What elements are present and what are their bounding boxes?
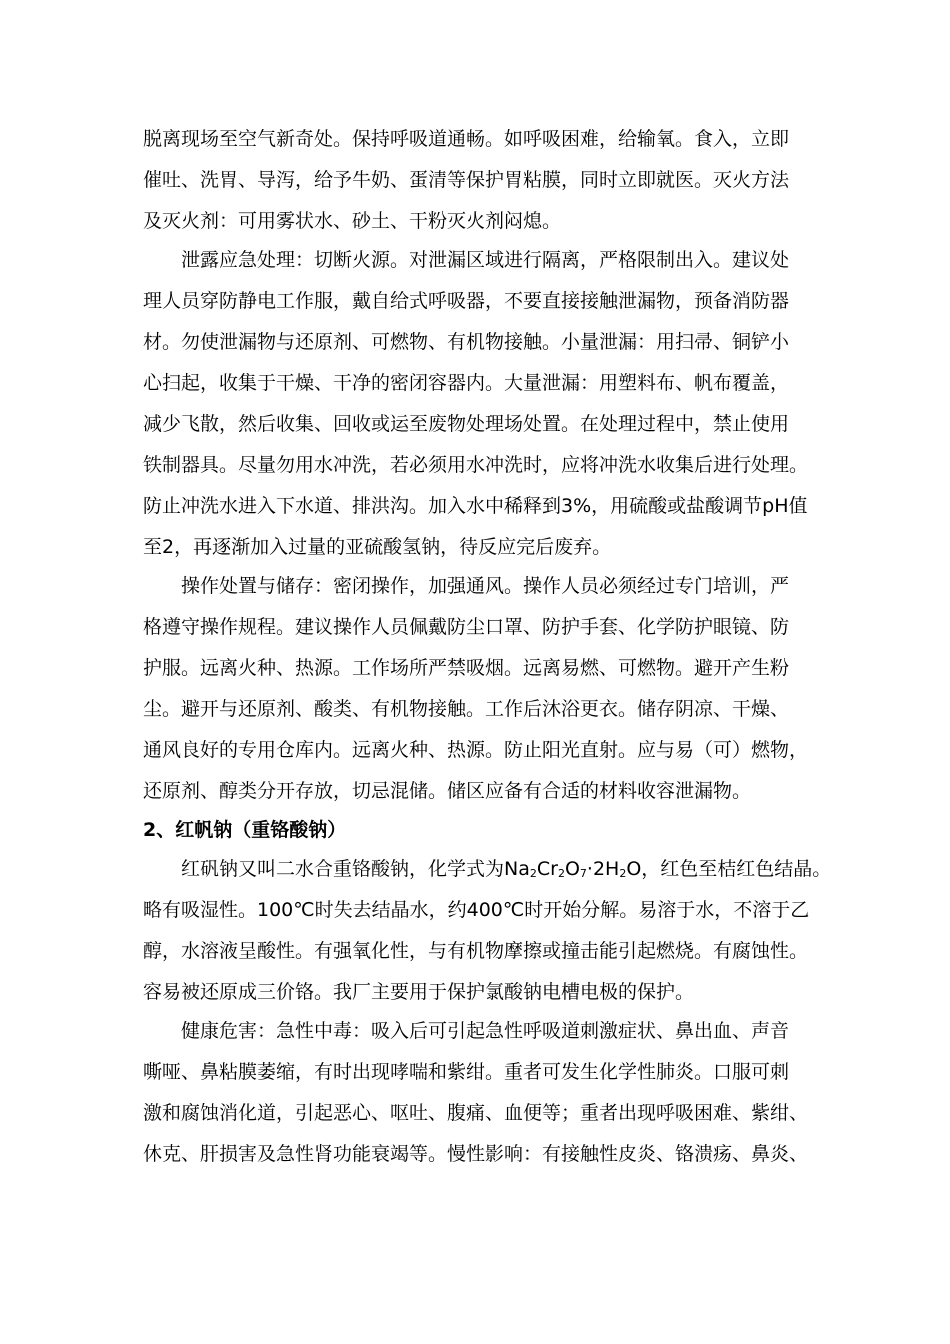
formula-text: O: [626, 858, 642, 880]
formula-line: [181, 857, 831, 886]
paragraph-line: 略有吸湿性。100℃时失去结晶水，约400℃时开始分解。易溶于水，不溶于乙: [143, 899, 810, 921]
paragraph-line: 操作处置与储存：密闭操作，加强通风。操作人员必须经过专门培训，严: [181, 575, 790, 597]
paragraph-line: 健康危害：急性中毒：吸入后可引起急性呼吸道刺激症状、鼻出血、声音: [181, 1020, 790, 1042]
paragraph-line: 理人员穿防静电工作服，戴自给式呼吸器，不要直接接触泄漏物，预备消防器: [143, 290, 790, 312]
paragraph-line: 泄露应急处理：切断火源。对泄漏区域进行隔离，严格限制出入。建议处: [181, 249, 790, 271]
paragraph-line: 嘶哑、鼻粘膜萎缩，有时出现哮喘和紫绀。重者可发生化学性肺炎。口服可刺: [143, 1061, 790, 1083]
paragraph-line: 容易被还原成三价铬。我厂主要用于保护氯酸钠电槽电极的保护。: [143, 981, 695, 1003]
paragraph-line: 防止冲洗水进入下水道、排洪沟。加入水中稀释到3%，用硫酸或盐酸调节pH值: [143, 495, 808, 517]
paragraph-line: 至2，再逐渐加入过量的亚硫酸氢钠，待反应完后废弃。: [143, 536, 612, 558]
subscript: 2: [529, 867, 537, 880]
formula-text: 红矾钠又叫二水合重铬酸钠，化学式为Na: [181, 858, 530, 880]
paragraph-line: 格遵守操作规程。建议操作人员佩戴防尘口罩、防护手套、化学防护眼镜、防: [143, 616, 790, 638]
formula-text: O: [564, 858, 580, 880]
paragraph-line: 心扫起，收集于干燥、干净的密闭容器内。大量泄漏：用塑料布、帆布覆盖，: [143, 372, 790, 394]
subscript: 7: [579, 867, 587, 880]
paragraph-line: 脱离现场至空气新奇处。保持呼吸道通畅。如呼吸困难，给输氧。食入，立即: [143, 128, 790, 150]
paragraph-line: 还原剂、醇类分开存放，切忌混储。储区应备有合适的材料收容泄漏物。: [143, 780, 752, 802]
subscript: 2: [557, 867, 565, 880]
formula-text: ，红色至桔红色结晶。: [641, 858, 832, 880]
formula-text: Cr: [536, 858, 558, 880]
paragraph-line: 尘。避开与还原剂、酸类、有机物接触。工作后沐浴更衣。储存阴凉、干燥、: [143, 698, 790, 720]
paragraph-line: 铁制器具。尽量勿用水冲洗，若必须用水冲洗时，应将冲洗水收集后进行处理。: [143, 454, 809, 476]
paragraph-line: 护服。远离火种、热源。工作场所严禁吸烟。远离易燃、可燃物。避开产生粉: [143, 657, 790, 679]
paragraph-line: 催吐、洗胃、导泻，给予牛奶、蛋清等保护胃粘膜，同时立即就医。灭火方法: [143, 169, 790, 191]
section-heading: 2、红帆钠（重铬酸钠）: [143, 819, 347, 841]
subscript: 2: [619, 867, 627, 880]
paragraph-line: 通风良好的专用仓库内。远离火种、热源。防止阳光直射。应与易（可）燃物，: [143, 739, 809, 761]
formula-text: ·2H: [586, 858, 620, 880]
paragraph-line: 休克、肝损害及急性肾功能衰竭等。慢性影响：有接触性皮炎、铬溃疡、鼻炎、: [143, 1143, 809, 1165]
paragraph-line: 醇，水溶液呈酸性。有强氧化性，与有机物摩擦或撞击能引起燃烧。有腐蚀性。: [143, 940, 809, 962]
paragraph-line: 减少飞散，然后收集、回收或运至废物处理场处置。在处理过程中，禁止使用: [143, 413, 790, 435]
paragraph-line: 及灭火剂：可用雾状水、砂土、干粉灭火剂闷熄。: [143, 210, 562, 232]
paragraph-line: 材。勿使泄漏物与还原剂、可燃物、有机物接触。小量泄漏：用扫帚、铜铲小: [143, 331, 790, 353]
paragraph-line: 激和腐蚀消化道，引起恶心、呕吐、腹痛、血便等；重者出现呼吸困难、紫绀、: [143, 1102, 809, 1124]
